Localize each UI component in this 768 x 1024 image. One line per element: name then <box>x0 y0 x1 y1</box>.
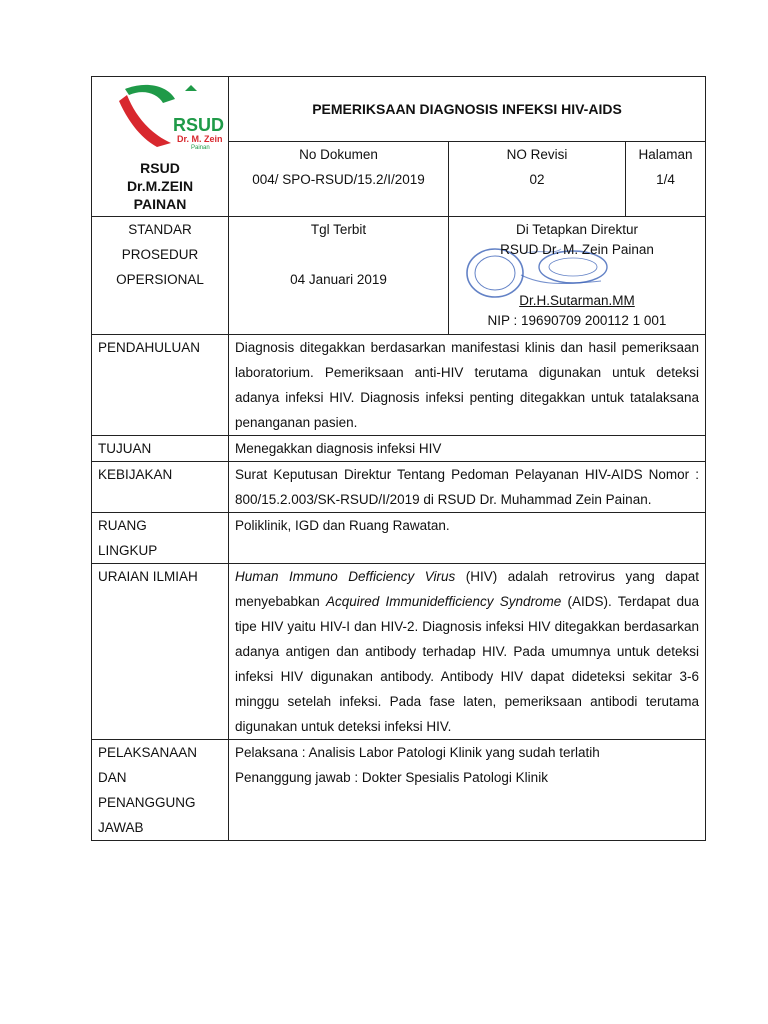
text-pelaksanaan: Pelaksana : Analisis Labor Patologi Klinik yang sudah terlatih Penanggung jawab : Dokter Spesialis Patologi Klinik <box>229 740 706 841</box>
issue-date-value: 04 Januari 2019 <box>290 272 387 287</box>
logo-text-small: Painan <box>191 145 210 151</box>
signer-nip: NIP : 19690709 200112 1 001 <box>487 313 667 328</box>
label-uraian-ilmiah: URAIAN ILMIAH <box>92 564 229 740</box>
spo-type-cell: STANDAR PROSEDUR OPERSIONAL <box>92 217 229 335</box>
row-pendahuluan <box>92 335 706 436</box>
hospital-name: RSUD Dr.M.ZEIN PAINAN <box>126 160 194 212</box>
approval-cell <box>449 217 706 335</box>
signer-name: Dr.H.Sutarman.MM <box>519 293 635 308</box>
text-pendahuluan: Diagnosis ditegakkan berdasarkan manifestasi klinis dan hasil pemeriksaan laboratorium. Pemeriksaan anti-HIV terutama digunakan untuk deteksi adanya infeksi HIV. Diagnosis infeksi penting ditegakkan untuk tatalaksana penanganan pasien. <box>229 335 706 436</box>
doc-number-value: 004/ SPO-RSUD/15.2/I/2019 <box>252 172 425 187</box>
doc-number-cell <box>229 142 449 217</box>
sop-table <box>91 76 706 841</box>
text-kebijakan: Surat Keputusan Direktur Tentang Pedoman Pelayanan HIV-AIDS Nomor : 800/15.2.003/SK-RSUD/I/2019 di RSUD Dr. Muhammad Zein Painan. <box>229 462 706 513</box>
sop-document <box>91 76 705 841</box>
page-value: 1/4 <box>656 172 675 187</box>
doc-number-label: No Dokumen <box>299 147 378 162</box>
logo-text-main: RSUD <box>173 115 225 135</box>
row-pelaksanaan <box>92 740 706 841</box>
revision-label: NO Revisi <box>506 147 568 162</box>
header-title-row <box>92 77 706 142</box>
approval-line-2: RSUD Dr. M. Zein Painan <box>500 242 654 257</box>
document-title: PEMERIKSAAN DIAGNOSIS INFEKSI HIV-AIDS <box>229 77 706 142</box>
label-kebijakan: KEBIJAKAN <box>92 462 229 513</box>
text-ruang-lingkup: Poliklinik, IGD dan Ruang Rawatan. <box>229 513 706 564</box>
label-ruang-lingkup: RUANG LINGKUP <box>92 513 229 564</box>
hospital-cell <box>92 77 229 217</box>
label-pendahuluan: PENDAHULUAN <box>92 335 229 436</box>
issue-date-cell <box>229 217 449 335</box>
revision-value: 02 <box>529 172 545 187</box>
row-ruang-lingkup <box>92 513 706 564</box>
issue-date-label: Tgl Terbit <box>310 222 367 237</box>
row-kebijakan <box>92 462 706 513</box>
revision-cell <box>449 142 626 217</box>
label-tujuan: TUJUAN <box>92 436 229 462</box>
page-cell <box>626 142 706 217</box>
hospital-logo <box>105 81 225 151</box>
row-uraian-ilmiah <box>92 564 706 740</box>
text-uraian-ilmiah: Human Immuno Defficiency Virus (HIV) adalah retrovirus yang dapat menyebabkan Acquired Immunidefficiency Syndrome (AIDS). Terdapat dua tipe HIV yaitu HIV-I dan HIV-2. Diagnosis infeksi HIV ditegakkan berdasarkan adanya antigen dan antibody terhadap HIV. Pada umumnya untuk deteksi infeksi HIV digunakan antibody. Antibody HIV dapat dideteksi sekitar 3-6 minggu setelah infeksi. Pada fase laten, pemeriksaan antibodi terutama digunakan untuk deteksi infeksi HIV. <box>229 564 706 740</box>
text-tujuan: Menegakkan diagnosis infeksi HIV <box>229 436 706 462</box>
approval-line-1: Di Tetapkan Direktur <box>515 222 639 237</box>
page-label: Halaman <box>638 147 693 162</box>
spo-row <box>92 217 706 335</box>
logo-text-sub: Dr. M. Zein <box>177 134 223 144</box>
label-pelaksanaan: PELAKSANAAN DAN PENANGGUNG JAWAB <box>92 740 229 841</box>
row-tujuan <box>92 436 706 462</box>
